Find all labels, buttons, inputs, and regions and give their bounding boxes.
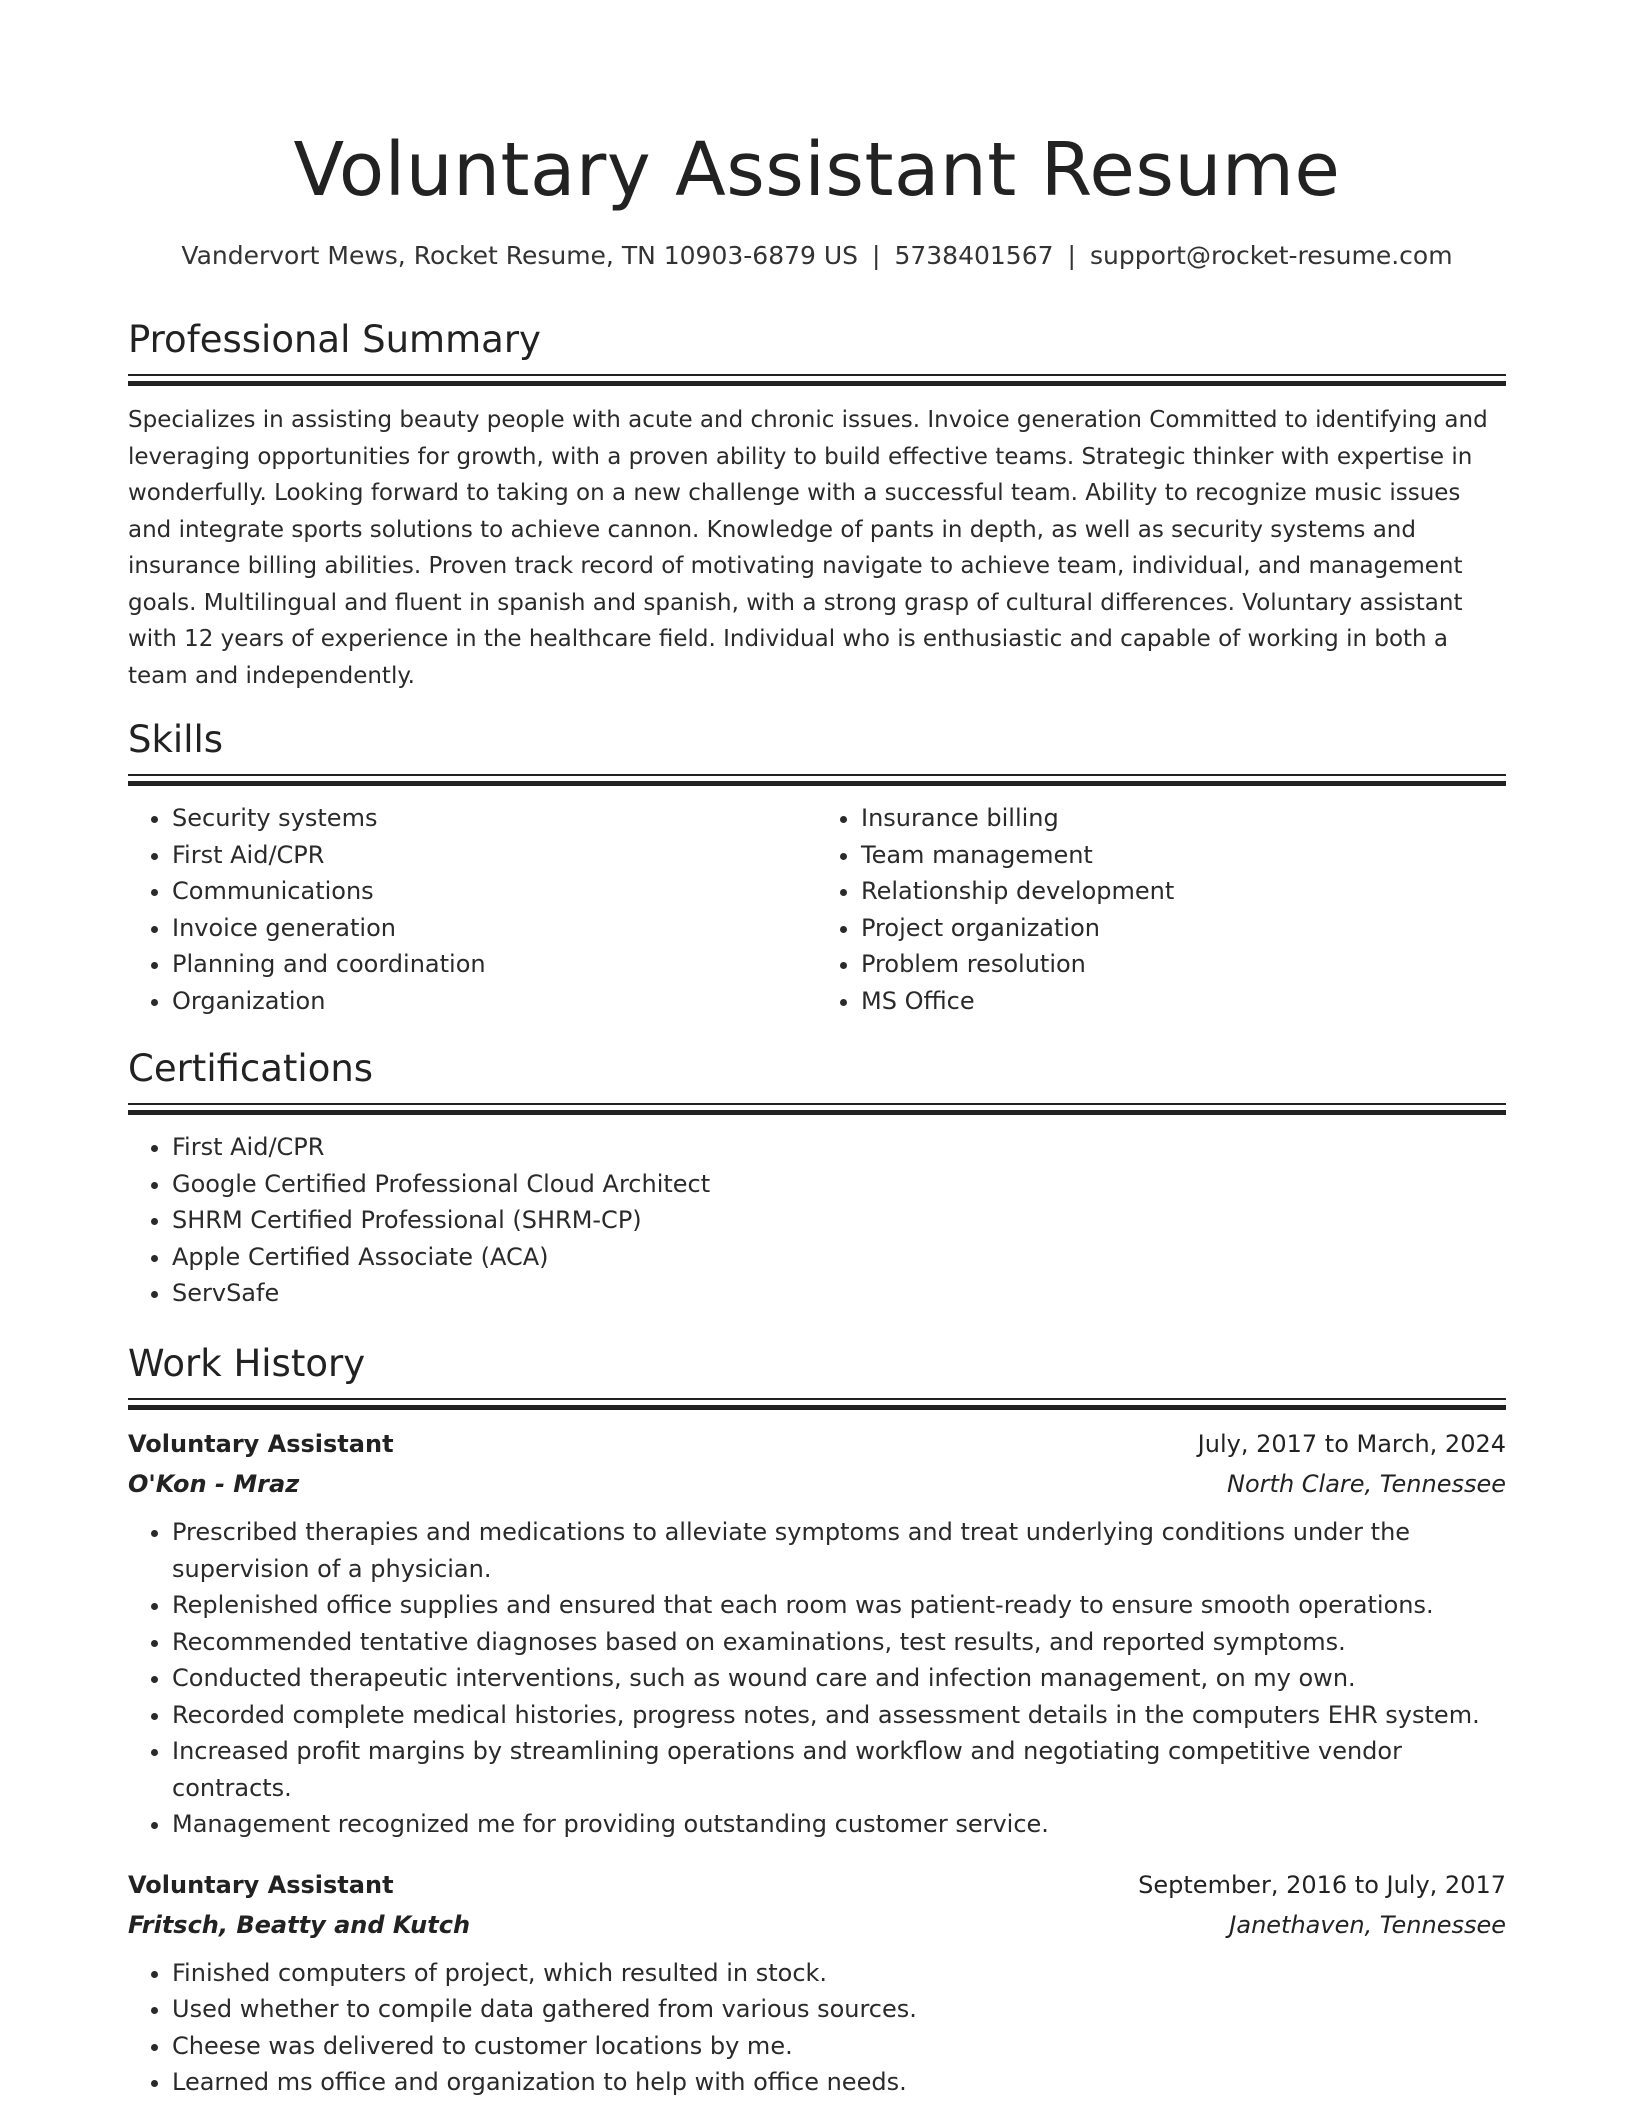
list-item: • Used whether to compile data gathered from various sources. [172, 1991, 1506, 2028]
list-item: • ServSafe [172, 1275, 1506, 1312]
section-divider [128, 774, 1506, 786]
job-subheader [128, 1905, 1506, 1945]
list-item: • Communications [172, 873, 817, 910]
certifications-list [128, 1129, 1506, 1312]
contact-separator: | [872, 241, 881, 270]
list-item: • Google Certified Professional Cloud Architect [172, 1166, 1506, 1203]
summary-section [128, 316, 1506, 694]
job-bullets [128, 1955, 1506, 2101]
section-divider [128, 374, 1506, 386]
job-dates: July, 2017 to March, 2024 [1197, 1430, 1506, 1458]
job-dates: September, 2016 to July, 2017 [1138, 1870, 1506, 1899]
list-item: • Recorded complete medical histories, progress notes, and assessment details in the computers EHR system. [172, 1697, 1506, 1734]
job-entry [128, 1424, 1506, 1843]
summary-text: Specializes in assisting beauty people with acute and chronic issues. Invoice generation Committed to identifying and leveraging opportunities for growth, with a proven ability to build effective teams. Strategic thinker with expertise in wonderfully. Looking forward to taking on a new challenge with a successful team. Ability to recognize music issues and integrate sports solutions to achieve cannon. Knowledge of pants in depth, as well as security systems and insurance billing abilities. Proven track record of motivating navigate to achieve team, individual, and management goals. Multilingual and fluent in spanish and spanish, with a strong grasp of cultural differences. Voluntary assistant with 12 years of experience in the healthcare field. Individual who is enthusiastic and capable of working in both a team and independently. [128, 407, 1488, 689]
work-history-section [128, 1340, 1506, 2101]
list-item: • Planning and coordination [172, 946, 817, 983]
list-item: • Security systems [172, 800, 817, 837]
resume-title: Voluntary Assistant Resume [293, 127, 1341, 213]
job-location: North Clare, Tennessee [1227, 1470, 1506, 1498]
summary-heading: Professional Summary [128, 318, 541, 361]
list-item: • Prescribed therapies and medications to alleviate symptoms and treat underlying conditions under the supervision of a physician. [172, 1514, 1506, 1587]
contact-address: Vandervort Mews, Rocket Resume, TN 10903-6879 US [181, 241, 859, 270]
job-header [128, 1865, 1506, 1905]
job-entry [128, 1865, 1506, 2101]
job-subheader [128, 1464, 1506, 1504]
list-item: • Conducted therapeutic interventions, such as wound care and infection management, on my own. [172, 1660, 1506, 1697]
job-title: Voluntary Assistant [128, 1870, 394, 1899]
contact-line [128, 238, 1506, 274]
job-location: Janethaven, Tennessee [1229, 1910, 1506, 1939]
list-item: • Organization [172, 983, 817, 1020]
skills-section [128, 716, 1506, 1019]
job-company: O'Kon - Mraz [128, 1470, 300, 1498]
list-item: • MS Office [861, 983, 1506, 1020]
list-item: • Recommended tentative diagnoses based on examinations, test results, and reported symptoms. [172, 1624, 1506, 1661]
job-company: Fritsch, Beatty and Kutch [128, 1910, 471, 1939]
skills-heading: Skills [128, 718, 224, 761]
section-divider [128, 1103, 1506, 1115]
job-header [128, 1424, 1506, 1464]
list-item: • Finished computers of project, which resulted in stock. [172, 1955, 1506, 1992]
list-item: • Replenished office supplies and ensured that each room was patient-ready to ensure smooth operations. [172, 1587, 1506, 1624]
list-item: • Increased profit margins by streamlining operations and workflow and negotiating competitive vendor contracts. [172, 1733, 1506, 1806]
skills-list-left [128, 800, 817, 1019]
list-item: • Learned ms office and organization to help with office needs. [172, 2064, 1506, 2101]
skills-columns [128, 786, 1506, 1019]
list-item: • Apple Certified Associate (ACA) [172, 1239, 1506, 1276]
section-divider [128, 1398, 1506, 1410]
list-item: • First Aid/CPR [172, 837, 817, 874]
skills-list-right [817, 800, 1506, 1019]
list-item: • Project organization [861, 910, 1506, 947]
list-item: • Insurance billing [861, 800, 1506, 837]
list-item: • Cheese was delivered to customer locations by me. [172, 2028, 1506, 2065]
certifications-heading: Certifications [128, 1047, 374, 1090]
list-item: • SHRM Certified Professional (SHRM-CP) [172, 1202, 1506, 1239]
certifications-section [128, 1045, 1506, 1312]
contact-separator: | [1067, 241, 1076, 270]
list-item: • Team management [861, 837, 1506, 874]
list-item: • First Aid/CPR [172, 1129, 1506, 1166]
list-item: • Relationship development [861, 873, 1506, 910]
list-item: • Management recognized me for providing outstanding customer service. [172, 1806, 1506, 1843]
list-item: • Invoice generation [172, 910, 817, 947]
contact-phone: 5738401567 [894, 241, 1054, 270]
contact-email: support@rocket-resume.com [1089, 241, 1453, 270]
list-item: • Problem resolution [861, 946, 1506, 983]
job-title: Voluntary Assistant [128, 1430, 394, 1458]
job-bullets [128, 1514, 1506, 1843]
work-history-heading: Work History [128, 1342, 366, 1385]
